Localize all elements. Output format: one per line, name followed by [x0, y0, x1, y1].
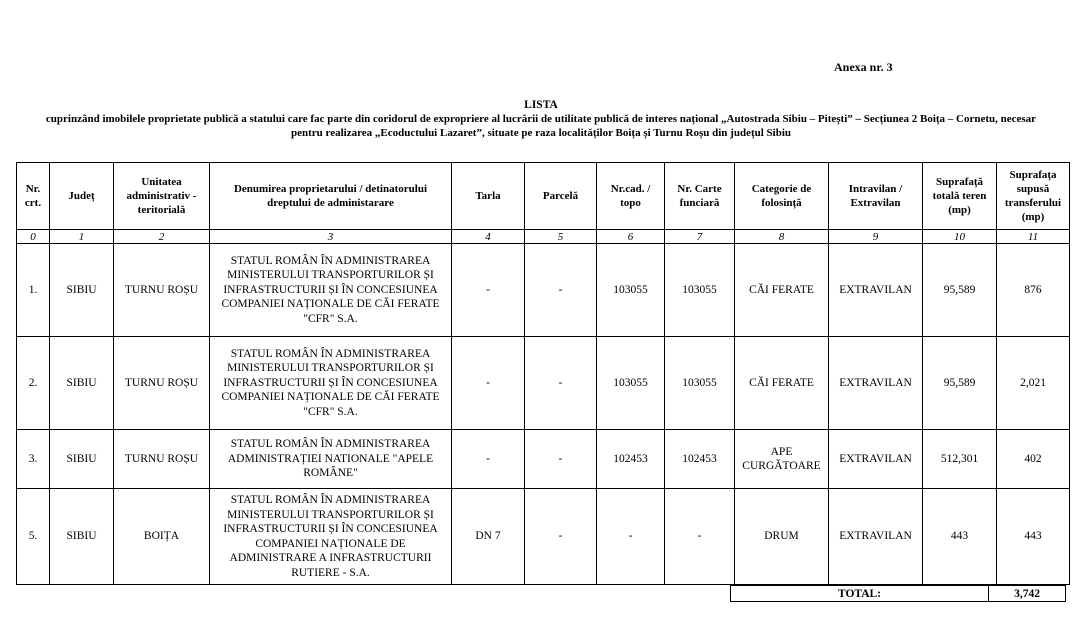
- annex-label: Anexa nr. 3: [834, 60, 893, 74]
- index-cell: 6: [597, 230, 665, 244]
- total-row: [731, 586, 1066, 602]
- index-cell: 2: [114, 230, 210, 244]
- cell-judet: SIBIU: [50, 430, 114, 489]
- total-value: 3,742: [989, 586, 1066, 602]
- cell-nr-crt: 3.: [17, 430, 50, 489]
- index-cell: 5: [525, 230, 597, 244]
- index-cell: 11: [997, 230, 1070, 244]
- cell-nr-crt: 5.: [17, 489, 50, 585]
- header-parcela: Parcelă: [525, 163, 597, 230]
- header-tarla: Tarla: [452, 163, 525, 230]
- cell-suprafata-transfer: 876: [997, 244, 1070, 337]
- cell-tarla: -: [452, 244, 525, 337]
- header-categorie: Categorie de folosință: [735, 163, 829, 230]
- cell-uat: TURNU ROȘU: [114, 430, 210, 489]
- cell-carte-funciara: 103055: [665, 244, 735, 337]
- table-row: [17, 244, 1070, 337]
- index-cell: 10: [923, 230, 997, 244]
- cell-nr-cad: 103055: [597, 244, 665, 337]
- cell-intravilan: EXTRAVILAN: [829, 337, 923, 430]
- header-nr-crt: Nr. crt.: [17, 163, 50, 230]
- title-description-line-2: pentru realizarea „Ecoductului Lazaret”, situate pe raza localităților Boița și Turnu Roșu din județul Sibiu: [290, 127, 792, 139]
- header-carte-funciara: Nr. Carte funciară: [665, 163, 735, 230]
- cell-uat: TURNU ROȘU: [114, 244, 210, 337]
- table-row: [17, 489, 1070, 585]
- cell-intravilan: EXTRAVILAN: [829, 430, 923, 489]
- cell-owner: STATUL ROMÂN ÎN ADMINISTRAREA MINISTERULUI TRANSPORTURILOR ȘI INFRASTRUCTURII ȘI ÎN CONCESIUNEA COMPANIEI NAȚIONALE DE CĂI FERATE "CFR" S.A.: [210, 244, 452, 337]
- index-cell: 4: [452, 230, 525, 244]
- cell-suprafata-transfer: 443: [997, 489, 1070, 585]
- header-judet: Județ: [50, 163, 114, 230]
- cell-suprafata-totala: 443: [923, 489, 997, 585]
- index-cell: 0: [17, 230, 50, 244]
- cell-intravilan: EXTRAVILAN: [829, 244, 923, 337]
- cell-owner: STATUL ROMÂN ÎN ADMINISTRAREA MINISTERULUI TRANSPORTURILOR ȘI INFRASTRUCTURII ȘI ÎN CONCESIUNEA COMPANIEI NAȚIONALE DE CĂI FERATE "CFR" S.A.: [210, 337, 452, 430]
- cell-owner: STATUL ROMÂN ÎN ADMINISTRAREA MINISTERULUI TRANSPORTURILOR ȘI INFRASTRUCTURII ȘI ÎN CONCESIUNEA COMPANIEI NAȚIONALE DE ADMINISTRARE A INFRASTRUCTURII RUTIERE - S.A.: [210, 489, 452, 585]
- cell-carte-funciara: 102453: [665, 430, 735, 489]
- cell-categorie: CĂI FERATE: [735, 337, 829, 430]
- cell-nr-cad: 103055: [597, 337, 665, 430]
- cell-owner: STATUL ROMÂN ÎN ADMINISTRAREA ADMINISTRAȚIEI NATIONALE "APELE ROMÂNE": [210, 430, 452, 489]
- cell-parcela: -: [525, 244, 597, 337]
- cell-categorie: CĂI FERATE: [735, 244, 829, 337]
- cell-categorie: DRUM: [735, 489, 829, 585]
- index-cell: 3: [210, 230, 452, 244]
- cell-suprafata-totala: 512,301: [923, 430, 997, 489]
- cell-parcela: -: [525, 337, 597, 430]
- cell-nr-crt: 2.: [17, 337, 50, 430]
- index-cell: 7: [665, 230, 735, 244]
- table-row: [17, 337, 1070, 430]
- cell-carte-funciara: 103055: [665, 337, 735, 430]
- header-uat: Unitatea administrativ - teritorială: [114, 163, 210, 230]
- cell-nr-crt: 1.: [17, 244, 50, 337]
- index-cell: 1: [50, 230, 114, 244]
- cell-suprafata-transfer: 2,021: [997, 337, 1070, 430]
- index-cell: 9: [829, 230, 923, 244]
- cell-judet: SIBIU: [50, 244, 114, 337]
- cell-judet: SIBIU: [50, 337, 114, 430]
- header-row: [17, 163, 1070, 230]
- cell-intravilan: EXTRAVILAN: [829, 489, 923, 585]
- table-row: [17, 430, 1070, 489]
- total-label: TOTAL:: [731, 586, 989, 602]
- cell-categorie: APE CURGĂTOARE: [735, 430, 829, 489]
- property-table: [16, 162, 1070, 585]
- cell-carte-funciara: -: [665, 489, 735, 585]
- cell-suprafata-totala: 95,589: [923, 337, 997, 430]
- cell-nr-cad: -: [597, 489, 665, 585]
- index-row: [17, 230, 1070, 244]
- header-suprafata-transfer: Suprafața supusă transferului (mp): [997, 163, 1070, 230]
- header-owner: Denumirea proprietarului / detinatorului dreptului de administarare: [210, 163, 452, 230]
- title-heading: LISTA: [524, 99, 558, 111]
- title-description-line-1: cuprinzând imobilele proprietate publică a statului care fac parte din coridorul de expropriere al lucrării de utilitate publică de interes național „Autostrada Sibiu – Pitești” – Secțiunea 2 Boița – Cornetu, necesar: [45, 113, 1037, 125]
- header-intravilan: Intravilan / Extravilan: [829, 163, 923, 230]
- cell-parcela: -: [525, 489, 597, 585]
- cell-suprafata-totala: 95,589: [923, 244, 997, 337]
- cell-suprafata-transfer: 402: [997, 430, 1070, 489]
- cell-judet: SIBIU: [50, 489, 114, 585]
- cell-uat: TURNU ROȘU: [114, 337, 210, 430]
- header-suprafata-totala: Suprafață totală teren (mp): [923, 163, 997, 230]
- total-table: [730, 585, 1066, 602]
- cell-tarla: -: [452, 430, 525, 489]
- cell-parcela: -: [525, 430, 597, 489]
- cell-nr-cad: 102453: [597, 430, 665, 489]
- index-cell: 8: [735, 230, 829, 244]
- cell-uat: BOIȚA: [114, 489, 210, 585]
- document-title: [14, 98, 1068, 140]
- cell-tarla: -: [452, 337, 525, 430]
- header-nr-cad: Nr.cad. / topo: [597, 163, 665, 230]
- cell-tarla: DN 7: [452, 489, 525, 585]
